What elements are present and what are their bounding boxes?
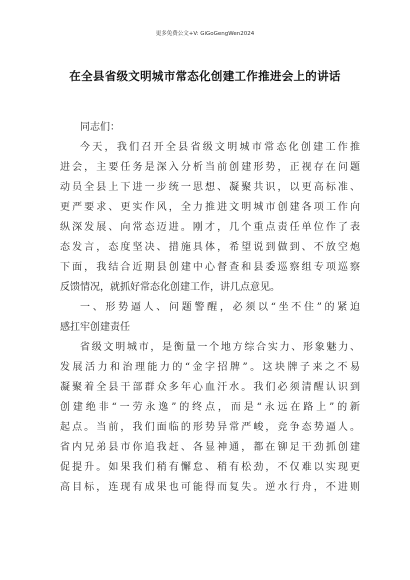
text-line: 凝聚着全县干部群众多年心血汗水。我们必须清醒认识到 [60, 382, 360, 393]
text-line: 动员全县上下进一步统一思想、凝聚共识，以更高标准、 [60, 182, 360, 193]
text-line: 更严要求、更实作风，全力推进文明城市创建各项工作向 [60, 202, 360, 213]
text-line: 一、形势逼人、问题警醒，必须以“坐不住”的紧迫 [80, 302, 360, 313]
text-line: 省级文明城市，是衡量一个地方综合实力、形象魅力、 [80, 342, 360, 353]
text-line: 促提升。如果我们稍有懈怠、稍有松劲，不仅难以实现更 [60, 462, 360, 473]
text-line: 进会，主要任务是深入分析当前创建形势，正视存在问题 [60, 162, 360, 173]
text-line: 发展活力和治理能力的“金字招牌”。这块牌子来之不易 [60, 362, 360, 373]
document-body [60, 118, 360, 498]
text-line: 反馈情况，就抓好常态化创建工作，讲几点意见。 [60, 282, 280, 293]
text-line: 下面，我结合近期县创建中心督查和县委巡察组专项巡察 [60, 262, 360, 273]
document-title: 在全县省级文明城市常态化创建工作推进会上的讲话 [69, 69, 341, 83]
text-line: 纵深发展、向常态迈进。刚才，几个重点责任单位作了表 [60, 222, 360, 233]
text-line: 创建绝非“一劳永逸”的终点，而是“永远在路上”的新 [60, 402, 360, 413]
text-line: 今天，我们召开全县省级文明城市常态化创建工作推 [80, 142, 360, 153]
header-note: 更多免费公文+V: GiGoGengWen2024 [155, 31, 255, 37]
text-line: 感扛牢创建责任 [60, 322, 130, 333]
text-line: 同志们： [80, 122, 120, 133]
text-line: 高目标，连现有成果也可能得而复失。逆水行舟，不进则 [60, 482, 360, 493]
text-line: 省内兄弟县市你追我赶、各显神通，都在铆足干劲抓创建 [60, 442, 360, 453]
text-line: 起点。当前，我们面临的形势异常严峻，竞争态势逼人。 [60, 422, 360, 433]
text-line: 态发言，态度坚决、措施具体，希望说到做到、不放空炮 [60, 242, 360, 253]
